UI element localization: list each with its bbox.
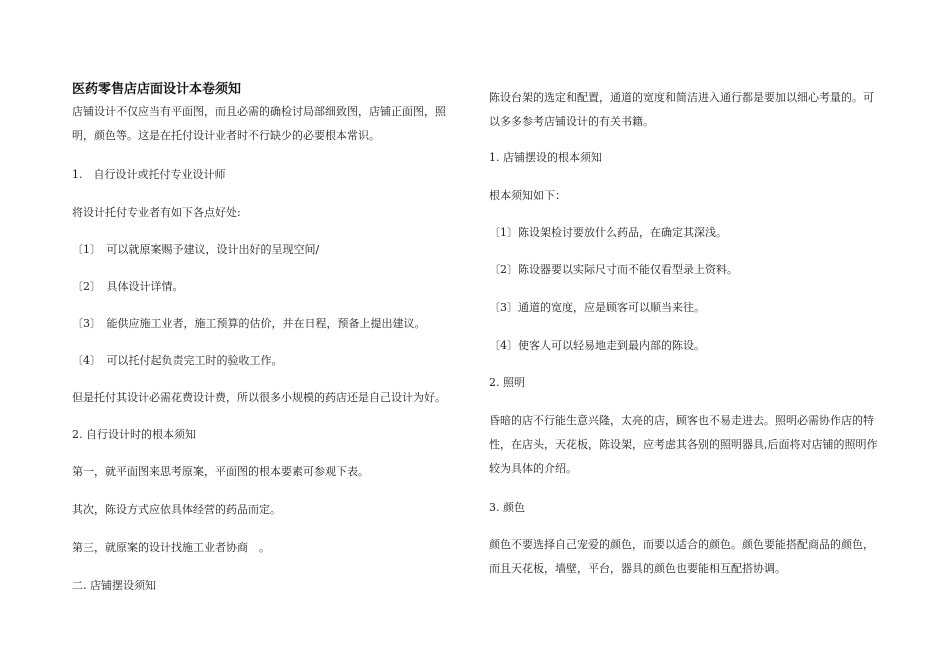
section-heading-2: 2. 自行设计时的根本须知 [72, 428, 196, 441]
lighting-paragraph: 昏暗的店不行能生意兴隆，太亮的店，顾客也不易走进去。照明必需协作店的特性，在店头，天花板，陈设架，应考虑其各别的照明器具,后面将对店铺的照明作较为具体的介绍。 [489, 414, 878, 475]
list-item: 〔2〕 具体设计详情。 [72, 280, 184, 293]
paragraph: 其次，陈设方式应依具体经营的药品而定。 [72, 503, 281, 516]
continued-paragraph: 陈设台架的选定和配置，通道的宽度和简洁进入通行都是要加以细心考量的。可以多多参考店铺设计的有关书籍。 [489, 91, 874, 128]
paragraph: 第三，就原案的设计找施工业者协商 。 [72, 541, 270, 554]
subsection-heading: 1. 店铺摆设的根本须知 [489, 151, 602, 164]
list-item: 〔3〕通道的宽度，应是顾客可以顺当来往。 [489, 301, 705, 314]
document-title: 医药零售店店面设计本卷须知 [72, 82, 242, 97]
section-heading-1: 1. 自行设计或托付专业设计师 [72, 168, 226, 181]
list-item: 〔3〕 能供应施工业者，施工预算的估价，并在日程，预备上提出建议。 [72, 317, 426, 330]
paragraph: 但是托付其设计必需花费设计费，所以很多小规模的药店还是自己设计为好。 [72, 391, 446, 404]
list-item: 〔1〕陈设架检讨要放什么药品，在确定其深浅。 [489, 226, 727, 239]
list-item: 〔4〕使客人可以轻易地走到最内部的陈设。 [489, 339, 705, 352]
subsection-heading: 2. 照明 [489, 376, 525, 389]
list-item: 〔4〕 可以托付起负责完工时的验收工作。 [72, 354, 283, 367]
intro-paragraph: 店铺设计不仅应当有平面图，而且必需的确检讨局部细致图，店铺正面图，照明，颜色等。这是在托付设计业者时不行缺少的必要根本常识。 [72, 105, 446, 142]
list-item: 〔1〕 可以就原案赐予建议，设计出好的呈现空间/ [72, 243, 320, 256]
paragraph: 根本须知如下： [489, 189, 566, 202]
section-heading-3: 二. 店铺摆设须知 [72, 579, 156, 592]
color-paragraph: 颜色不要选择自己宠爱的颜色，而要以适合的颜色。颜色要能搭配商品的颜色，而且天花板，墙壁，平台，器具的颜色也要能相互配搭协调。 [489, 538, 874, 575]
list-item: 〔2〕陈设器要以实际尺寸而不能仅看型录上资料。 [489, 263, 738, 276]
subsection-heading: 3. 颜色 [489, 501, 525, 514]
paragraph: 第一，就平面图来思考原案，平面图的根本要素可参观下表。 [72, 465, 369, 478]
benefits-lead: 将设计托付专业者有如下各点好处: [72, 206, 241, 219]
